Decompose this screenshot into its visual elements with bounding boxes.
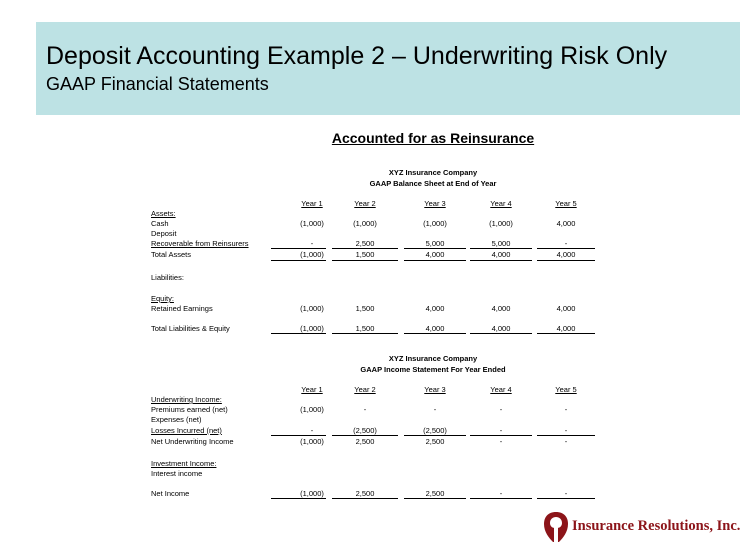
- cell-value: 4,000: [556, 304, 576, 313]
- cell-value: (1,000): [423, 219, 447, 228]
- cell-value: 2,500: [355, 437, 375, 446]
- cell-value: (1,000): [300, 489, 324, 498]
- section-heading: Accounted for as Reinsurance: [331, 130, 535, 146]
- expenses-row: [0, 415, 748, 425]
- cell-value: -: [564, 426, 568, 435]
- cell-value: 4,000: [491, 250, 511, 259]
- cell-value: (1,000): [300, 219, 324, 228]
- cell-value: 4,000: [425, 324, 445, 333]
- row-label: Net Underwriting Income: [151, 437, 234, 446]
- cell-value: 4,000: [425, 250, 445, 259]
- cell-value: -: [499, 405, 503, 414]
- cell-value: -: [564, 437, 568, 446]
- year-header: Year 4: [490, 385, 512, 394]
- year-header: Year 2: [354, 385, 376, 394]
- cell-value: -: [499, 426, 503, 435]
- cell-value: -: [310, 426, 314, 435]
- deposit-row: [0, 229, 748, 239]
- cell-value: 2,500: [355, 239, 375, 248]
- year-header: Year 1: [301, 199, 323, 208]
- row-label: Cash: [151, 219, 169, 228]
- equity-label-row: [0, 294, 748, 304]
- inv-income-label: Investment Income:: [151, 459, 217, 468]
- company-logo: [542, 510, 742, 544]
- cash-row: [0, 219, 748, 229]
- cell-value: 4,000: [556, 250, 576, 259]
- row-label: Expenses (net): [151, 415, 202, 424]
- cell-value: 4,000: [556, 324, 576, 333]
- cell-value: (1,000): [300, 250, 324, 259]
- retained-earnings-row: [0, 304, 748, 314]
- income-statement-company: XYZ Insurance Company: [388, 354, 478, 363]
- row-label: Recoverable from Reinsurers: [151, 239, 249, 248]
- premiums-row: [0, 405, 748, 415]
- row-label: Net Income: [151, 489, 190, 498]
- cell-value: (1,000): [300, 437, 324, 446]
- cell-value: (1,000): [300, 304, 324, 313]
- cell-value: 4,000: [556, 219, 576, 228]
- row-label: Total Liabilities & Equity: [151, 324, 230, 333]
- uw-income-label: Underwriting Income:: [151, 395, 222, 404]
- assets-label-row: [0, 209, 748, 219]
- logo-mark-icon: [542, 510, 570, 544]
- cell-value: (1,000): [300, 405, 324, 414]
- title-banner: [36, 22, 740, 115]
- cell-value: -: [564, 239, 568, 248]
- row-label: Deposit: [151, 229, 177, 238]
- row-label: Premiums earned (net): [151, 405, 228, 414]
- income-statement-title: GAAP Income Statement For Year Ended: [360, 365, 506, 374]
- year-header: Year 1: [301, 385, 323, 394]
- row-label: Retained Earnings: [151, 304, 213, 313]
- cell-value: (1,000): [353, 219, 377, 228]
- cell-value: 4,000: [491, 304, 511, 313]
- year-header: Year 5: [555, 385, 577, 394]
- liabilities-label: Liabilities:: [151, 273, 184, 282]
- row-label: Losses Incurred (net): [151, 426, 222, 435]
- cell-value: (2,500): [423, 426, 447, 435]
- equity-label: Equity:: [151, 294, 174, 303]
- income-years-row: [0, 385, 748, 395]
- year-header: Year 2: [354, 199, 376, 208]
- slide-subtitle: GAAP Financial Statements: [46, 74, 269, 94]
- cell-value: (1,000): [489, 219, 513, 228]
- cell-value: 2,500: [425, 489, 445, 498]
- slide-title: Deposit Accounting Example 2 – Underwriting Risk Only: [46, 42, 668, 70]
- cell-value: 5,000: [425, 239, 445, 248]
- logo-text: Insurance Resolutions, Inc.: [572, 518, 741, 534]
- cell-value: 2,500: [355, 489, 375, 498]
- cell-value: (2,500): [353, 426, 377, 435]
- cell-value: 4,000: [491, 324, 511, 333]
- balance-years-row: [0, 199, 748, 209]
- cell-value: -: [499, 489, 503, 498]
- liabilities-row: [0, 273, 748, 283]
- cell-value: 1,500: [355, 324, 375, 333]
- inv-income-label-row: [0, 459, 748, 469]
- interest-income-row: [0, 469, 748, 479]
- cell-value: -: [564, 489, 568, 498]
- cell-value: 1,500: [355, 250, 375, 259]
- assets-label: Assets:: [151, 209, 176, 218]
- balance-sheet-title: GAAP Balance Sheet at End of Year: [369, 179, 497, 188]
- uw-income-label-row: [0, 395, 748, 405]
- year-header: Year 3: [424, 199, 446, 208]
- year-header: Year 3: [424, 385, 446, 394]
- row-label: Total Assets: [151, 250, 192, 259]
- cell-value: -: [310, 239, 314, 248]
- year-header: Year 4: [490, 199, 512, 208]
- cell-value: 2,500: [425, 437, 445, 446]
- cell-value: 1,500: [355, 304, 375, 313]
- cell-value: -: [433, 405, 437, 414]
- balance-sheet-company: XYZ Insurance Company: [388, 168, 478, 177]
- year-header: Year 5: [555, 199, 577, 208]
- net-uw-income-row: [0, 437, 748, 447]
- cell-value: -: [499, 437, 503, 446]
- cell-value: -: [564, 405, 568, 414]
- cell-value: (1,000): [300, 324, 324, 333]
- cell-value: 4,000: [425, 304, 445, 313]
- cell-value: 5,000: [491, 239, 511, 248]
- cell-value: -: [363, 405, 367, 414]
- row-label: Interest income: [151, 469, 203, 478]
- total-assets-row: [0, 250, 748, 260]
